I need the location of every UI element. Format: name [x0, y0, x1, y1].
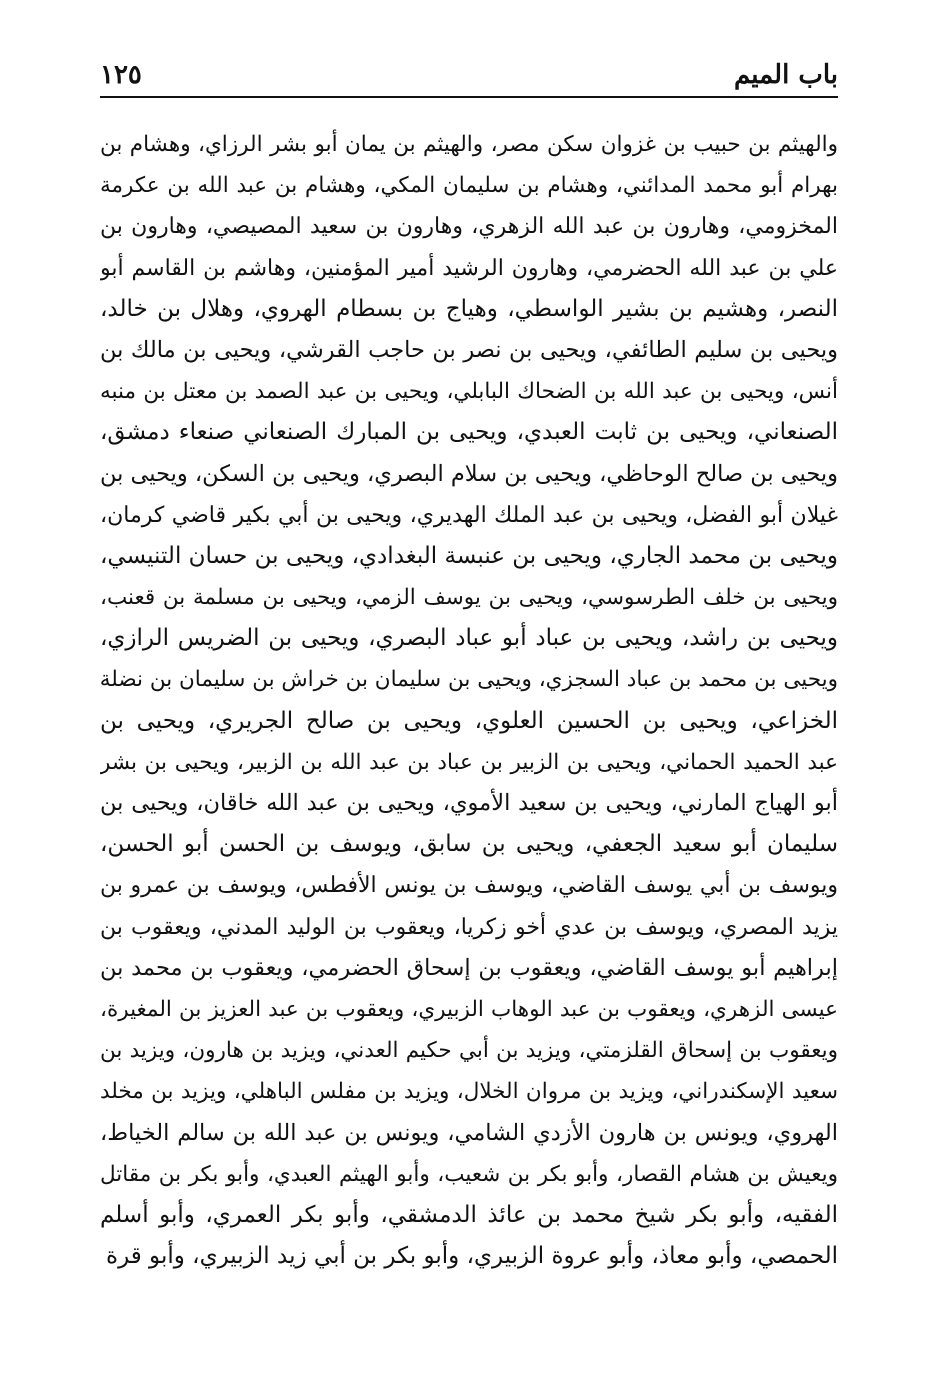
- text-line: بهرام أبو محمد المدائني، وهشام بن سليمان المكي، وهشام بن عبد الله بن عكرمة: [100, 173, 838, 199]
- text-line: ويحيى بن راشد، ويحيى بن عباد أبو عباد البصري، ويحيى بن الضريس الرازي،: [100, 625, 838, 652]
- text-line: سعيد الإسكندراني، ويزيد بن مروان الخلال، ويزيد بن مفلس الباهلي، ويزيد بن مخلد: [100, 1079, 838, 1105]
- text-line: يزيد المصري، ويوسف بن عدي أخو زكريا، ويعقوب بن الوليد المدني، ويعقوب بن: [100, 914, 838, 940]
- text-line: والهيثم بن حبيب بن غزوان سكن مصر، والهيثم بن يمان أبو بشر الرزاي، وهشام بن: [100, 132, 838, 157]
- text-line: ويحيى بن محمد بن عباد السجزي، ويحيى بن سليمان بن خراش بن سليمان بن نضلة: [100, 667, 838, 693]
- text-line: سليمان أبو سعيد الجعفي، ويحيى بن سابق، ويوسف بن الحسن أبو الحسن،: [100, 831, 838, 858]
- text-line: ويحيى بن سليم الطائفي، ويحيى بن نصر بن حاجب القرشي، ويحيى بن مالك بن: [100, 336, 838, 363]
- text-line: ويوسف بن أبي يوسف القاضي، ويوسف بن يونس الأفطس، ويوسف بن عمرو بن: [100, 873, 838, 899]
- text-line: أبو الهياج المارني، ويحيى بن سعيد الأموي، ويحيى بن عبد الله خاقان، ويحيى بن: [100, 790, 838, 816]
- text-line: عيسى الزهري، ويعقوب بن عبد الوهاب الزبيري، ويعقوب بن عبد العزيز بن المغيرة،: [100, 996, 838, 1022]
- text-line: الصنعاني، ويحيى بن ثابت العبدي، ويحيى بن المبارك الصنعاني صنعاء دمشق،: [100, 419, 838, 446]
- text-line: الهروي، ويونس بن هارون الأزدي الشامي، ويونس بن عبد الله بن سالم الخياط،: [100, 1119, 838, 1146]
- text-line: ويحيى بن محمد الجاري، ويحيى بن عنبسة البغدادي، ويحيى بن حسان التنيسي،: [100, 542, 838, 569]
- text-line: إبراهيم أبو يوسف القاضي، ويعقوب بن إسحاق الحضرمي، ويعقوب بن محمد بن: [100, 954, 838, 981]
- text-line: أنس، ويحيى بن عبد الله بن الضحاك البابلي، ويحيى بن عبد الصمد بن معتل بن منبه: [100, 379, 838, 405]
- body-text: [100, 124, 838, 1277]
- running-head: [100, 56, 838, 98]
- text-line: النصر، وهشيم بن بشير الواسطي، وهياج بن بسطام الهروي، وهلال بن خالد،: [100, 295, 838, 322]
- text-line: ويحيى بن خلف الطرسوسي، ويحيى بن يوسف الزمي، ويحيى بن مسلمة بن قعنب،: [100, 585, 838, 611]
- text-line: المخزومي، وهارون بن عبد الله الزهري، وهارون بن سعيد المصيصي، وهارون بن: [100, 214, 838, 240]
- chapter-title: باب الميم: [733, 60, 838, 90]
- page-number: ١٢٥: [100, 60, 142, 90]
- text-line: ويعيش بن هشام القصار، وأبو بكر بن شعيب، وأبو الهيثم العبدي، وأبو بكر بن مقاتل: [100, 1161, 838, 1187]
- text-line: غيلان أبو الفضل، ويحيى بن عبد الملك الهديري، ويحيى بن أبي بكير قاضي كرمان،: [100, 502, 838, 528]
- text-line: ويعقوب بن إسحاق القلزمتي، ويزيد بن أبي حكيم العدني، ويزيد بن هارون، ويزيد بن: [100, 1038, 838, 1064]
- text-line: عبد الحميد الحماني، ويحيى بن الزبير بن عباد بن عبد الله بن الزبير، ويحيى بن بشر: [100, 749, 838, 775]
- text-line: ويحيى بن صالح الوحاظي، ويحيى بن سلام البصري، ويحيى بن السكن، ويحيى بن: [100, 460, 838, 487]
- text-line: علي بن عبد الله الحضرمي، وهارون الرشيد أمير المؤمنين، وهاشم بن القاسم أبو: [100, 255, 838, 281]
- text-line: الحمصي، وأبو معاذ، وأبو عروة الزبيري، وأبو بكر بن أبي زيد الزبيري، وأبو قرة: [106, 1243, 838, 1270]
- text-line: الخزاعي، ويحيى بن الحسين العلوي، ويحيى بن صالح الجريري، ويحيى بن: [100, 707, 838, 734]
- text-line: الفقيه، وأبو بكر شيخ محمد بن عائذ الدمشقي، وأبو بكر العمري، وأبو أسلم: [100, 1201, 838, 1228]
